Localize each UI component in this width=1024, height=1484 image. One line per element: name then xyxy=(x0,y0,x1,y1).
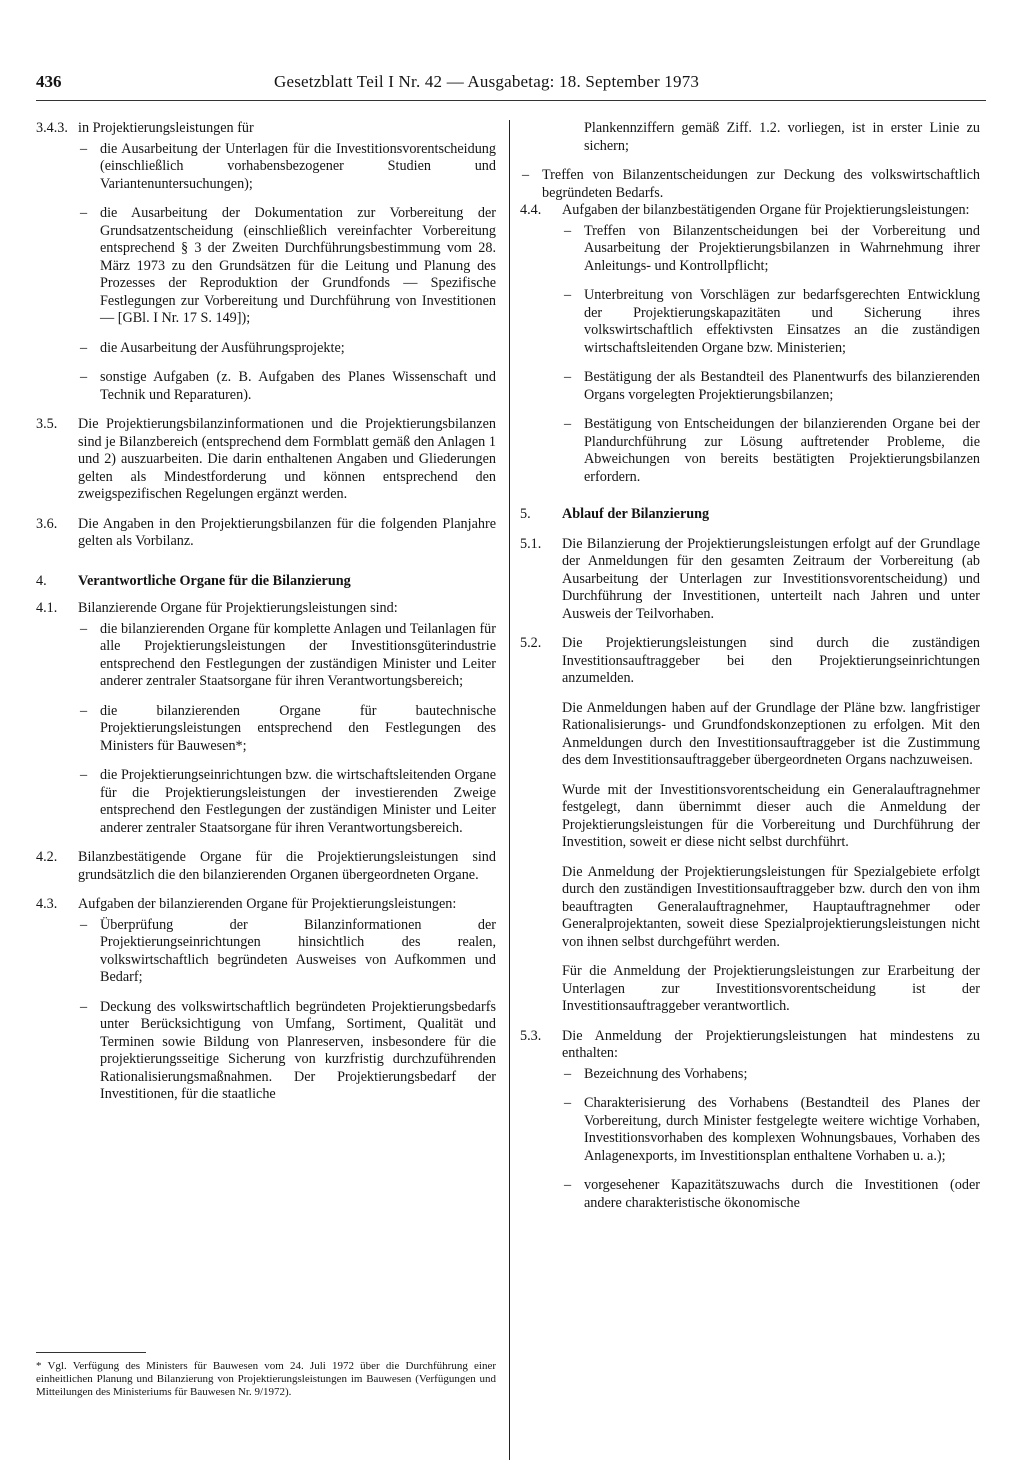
list-item: – Deckung des volkswirtschaftlich begründeten Projektierungsbedarfs unter Berücksichtigung von Umfang, Sortiment, Qualität und Terminen sowie Bildung von Planreserven, insbesondere für die projektierungsseitige Sicherung von kurzfristig durchzuführenden Rationalisierungsmaßnahmen. Der Projektierungsbedarf der Investitionen, für die staatliche xyxy=(78,999,496,1104)
section-5-3 xyxy=(520,1028,980,1213)
section-text: Die Projektierungsbilanzinformationen und die Projektierungsbilanzen sind je Bilanzbereich (entsprechend dem Formblatt gemäß den Anlagen 1 und 2) auszuarbeiten. Die darin enthaltenen Angaben und Gliederungen gelten als Mindestforderung und können entsprechend den zweigspezifischen Regelungen ergänzt werden. xyxy=(78,416,496,502)
right-column xyxy=(520,120,980,1224)
section-number: 4.2. xyxy=(36,849,58,865)
header-rule xyxy=(36,100,986,101)
footnote-rule xyxy=(36,1352,146,1353)
list-item: – Charakterisierung des Vorhabens (Bestandteil des Planes der Vorbereitung, durch Minister festgelegte weitere wichtige Vorhaben, Investitionsvorhaben des komplexen Wohnungsbaues, Vorhaben des Anlagenexports, im Investitionsplan enthaltene Vorhaben u. a.); xyxy=(562,1095,980,1165)
paragraph: Wurde mit der Investitionsvorentscheidung ein Generalauftragnehmer festgelegt, dann übernimmt dieser auch die Anmeldung der Projektierungsleistungen für die Vorbereitung und Durchführung der Investition, soweit er diese nicht selbst durchführt. xyxy=(562,781,980,850)
list-item: – die Ausarbeitung der Ausführungsprojekte; xyxy=(78,340,496,358)
list-item: – Bestätigung der als Bestandteil des Planentwurfs des bilanzierenden Organs vorgelegten Projektierungsbilanzen; xyxy=(562,369,980,404)
dash-list xyxy=(78,141,496,405)
list-item: – Bestätigung von Entscheidungen der bilanzierenden Organe bei der Plandurchführung zur Lösung auftretender Probleme, die Abweichungen von bereits bestätigten Projektierungsbilanzen erfordern. xyxy=(562,416,980,486)
section-number: 3.6. xyxy=(36,515,58,532)
paragraph: Die Anmeldung der Projektierungsleistungen für Spezialgebiete erfolgt durch den zuständigen Investitionsauftraggeber bzw. durch den von ihm beauftragten Generalauftragnehmer, Hauptauftragnehmer oder Generalprojektanten, soweit diese Spezialprojektierungsleistungen nicht von ihnen selbst durchgeführt werden. xyxy=(562,863,980,950)
paragraph: Die Anmeldungen haben auf der Grundlage der Pläne bzw. langfristiger Rationalisierungs- und Grundfondskonzeptionen zu erfolgen. Mit den Anmeldungen durch den Investitionsauftraggeber ist die Zustimmung des dem Investitionsauftraggeber übergeordneten Organs nachzuweisen. xyxy=(562,699,980,768)
section-4-4 xyxy=(520,202,980,486)
list-item: – die Projektierungseinrichtungen bzw. die wirtschaftsleitenden Organe für die Projektierungsleistungen der investierenden Zweige entsprechend den Festlegungen der zuständigen Minister und Leiter anderer zentraler Staatsorgane für ihren Verantwortungsbereich. xyxy=(78,767,496,837)
running-head: Gesetzblatt Teil I Nr. 42 — Ausgabetag: 18. September 1973 xyxy=(274,72,700,91)
section-number: 5. xyxy=(520,506,531,522)
section-4-3 xyxy=(36,896,496,1104)
dash-list xyxy=(562,1066,980,1213)
section-heading: Ablauf der Bilanzierung xyxy=(562,506,710,522)
section-4-2 xyxy=(36,849,496,884)
section-5 xyxy=(520,506,980,524)
paragraph: Für die Anmeldung der Projektierungsleistungen zur Erarbeitung der Unterlagen zur Investitionsvorentscheidung ist der Investitionsauftraggeber verantwortlich. xyxy=(562,963,980,1014)
section-4-1 xyxy=(36,600,496,837)
list-item: – sonstige Aufgaben (z. B. Aufgaben des Planes Wissenschaft und Technik und Reparaturen). xyxy=(78,369,496,404)
dash-list xyxy=(562,223,980,487)
section-text: in Projektierungsleistungen für xyxy=(78,120,254,136)
list-item: – Überprüfung der Bilanzinformationen der Projektierungseinrichtungen hinsichtlich des realen, volkswirtschaftlich begründeten Ausweises von Aufkommen und Bedarf; xyxy=(78,917,496,987)
page-header xyxy=(36,72,986,96)
paragraph: Die Projektierungsleistungen sind durch die zuständigen Investitionsauftraggeber bei den Projektierungseinrichtungen anzumelden. xyxy=(562,635,980,686)
list-item: – die Ausarbeitung der Dokumentation zur Vorbereitung der Grundsatzentscheidung (einschließlich vereinfachter Vorbereitung entsprechend § 3 der Zweiten Durchführungsbestimmung vom 28. März 1973 zu den Grundsätzen für die Leitung und Planung des Prozesses der Reproduktion der Grundfonds — Spezifische Festlegungen zur Vorbereitung und Durchführung von Investitionen — [GBl. I Nr. 17 S. 149]); xyxy=(78,205,496,328)
list-item: – vorgesehener Kapazitätszuwachs durch die Investitionen (oder andere charakteristische ökonomische xyxy=(562,1177,980,1212)
section-number: 3.5. xyxy=(36,416,58,432)
section-number: 3.4.3. xyxy=(36,120,68,136)
section-number: 4. xyxy=(36,572,47,589)
section-text: Die Angaben in den Projektierungsbilanzen für die folgenden Planjahre gelten als Vorbilanz. xyxy=(78,515,496,549)
section-heading: Verantwortliche Organe für die Bilanzierung xyxy=(78,572,351,589)
section-number: 5.1. xyxy=(520,535,542,552)
list-item: – die Ausarbeitung der Unterlagen für die Investitionsvorentscheidung (einschließlich vorhabensbezogener Studien und Variantenuntersuchungen); xyxy=(78,141,496,194)
list-item: – Bezeichnung des Vorhabens; xyxy=(562,1066,980,1084)
dash-list xyxy=(520,167,980,202)
section-5-1 xyxy=(520,536,980,624)
section-text: Aufgaben der bilanzbestätigenden Organe für Projektierungsleistungen: xyxy=(562,202,970,218)
page-number: 436 xyxy=(36,72,62,91)
section-5-2 xyxy=(520,635,980,1016)
section-text: Die Anmeldung der Projektierungsleistungen hat mindestens zu enthalten: xyxy=(562,1027,980,1061)
section-number: 5.2. xyxy=(520,635,542,651)
section-3-6 xyxy=(36,516,496,551)
continued-text: Plankennziffern gemäß Ziff. 1.2. vorliegen, ist in erster Linie zu sichern; xyxy=(584,120,980,154)
column-divider xyxy=(509,120,510,1460)
left-column xyxy=(36,120,496,1116)
section-number: 4.4. xyxy=(520,202,542,218)
section-number: 4.1. xyxy=(36,600,58,616)
footnote: * Vgl. Verfügung des Ministers für Bauwesen vom 24. Juli 1972 über die Durchführung einer einheitlichen Planung und Bilanzierung von Projektierungsleistungen im Bauwesen (Verfügungen und Mitteilungen des Ministeriums für Bauwesen Nr. 9/1972). xyxy=(36,1360,496,1398)
section-3-5 xyxy=(36,416,496,504)
section-number: 4.3. xyxy=(36,896,58,912)
dash-list xyxy=(78,917,496,1104)
section-text: Bilanzierende Organe für Projektierungsleistungen sind: xyxy=(78,600,398,616)
section-text: Bilanzbestätigende Organe für die Projektierungsleistungen sind grundsätzlich die den bilanzierenden Organen übergeordneten Organe. xyxy=(78,849,496,883)
list-item: – Unterbreitung von Vorschlägen zur bedarfsgerechten Entwicklung der Projektierungskapazitäten und Sicherung ihres volkswirtschaftlich effektivsten Einsatzes an die zuständigen wirtschaftsleitenden Organe bzw. Ministerien; xyxy=(562,287,980,357)
list-item: – die bilanzierenden Organe für bautechnische Projektierungsleistungen entsprechend den Festlegungen des Ministers für Bauwesen*; xyxy=(78,703,496,756)
list-item: – Treffen von Bilanzentscheidungen bei der Vorbereitung und Ausarbeitung der Projektierungsbilanzen in Wahrnehmung ihrer Anleitungs- und Kontrollpflicht; xyxy=(562,223,980,276)
list-item: – die bilanzierenden Organe für komplette Anlagen und Teilanlagen für alle Projektierungsleistungen der Investitionsgüterindustrie entsprechend den Festlegungen der zuständigen Minister und Leiter anderer zentraler Staatsorgane für ihren Verantwortungsbereich; xyxy=(78,621,496,691)
dash-list xyxy=(78,621,496,838)
section-3-4-3 xyxy=(36,120,496,404)
section-text: Die Bilanzierung der Projektierungsleistungen erfolgt auf der Grundlage der Anmeldungen für den gesamten Zeitraum der Vorbereitung (ab Ausarbeitung der Unterlagen zur Investitionsvorentscheidung) und Durchführung der Investitionen, unterteilt nach Jahren und unter Ausweis der Teilvorhaben. xyxy=(562,535,980,622)
section-4 xyxy=(36,573,496,591)
section-number: 5.3. xyxy=(520,1027,542,1044)
list-item: – Treffen von Bilanzentscheidungen zur Deckung des volkswirtschaftlich begründeten Bedarfs. xyxy=(520,167,980,202)
section-text: Aufgaben der bilanzierenden Organe für Projektierungsleistungen: xyxy=(78,896,457,912)
